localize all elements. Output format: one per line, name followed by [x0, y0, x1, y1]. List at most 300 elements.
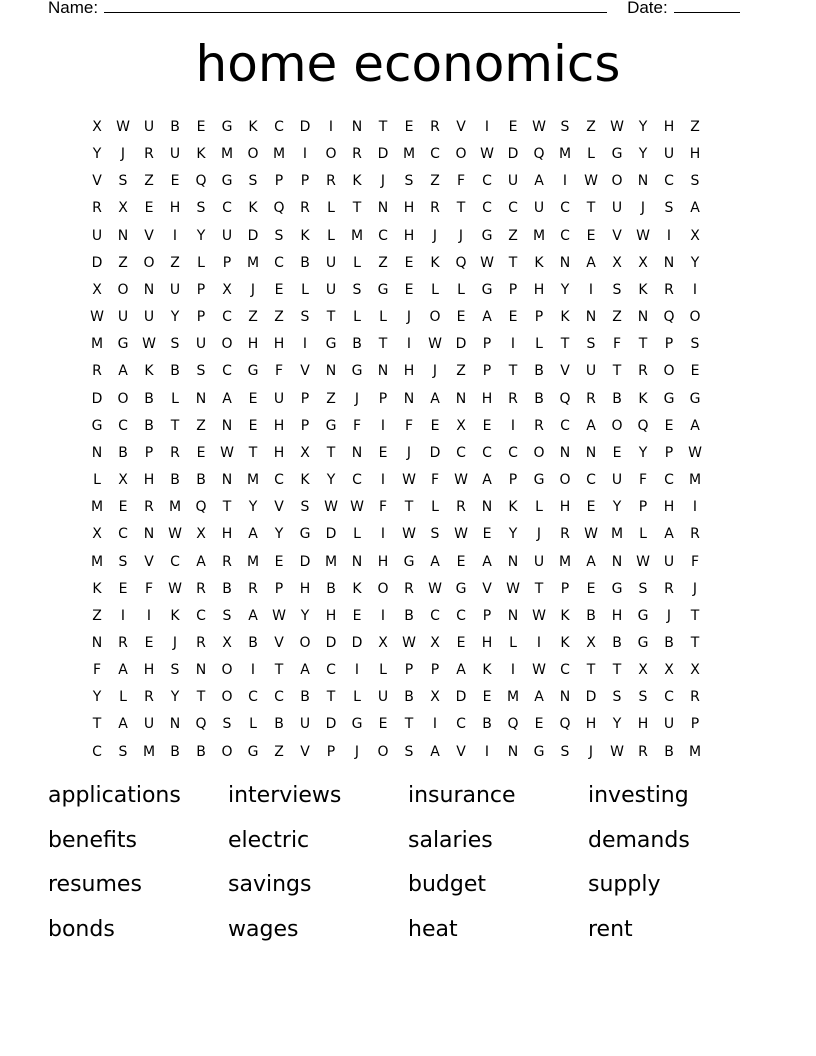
grid-letter: L	[327, 200, 335, 217]
grid-letter: X	[378, 634, 388, 651]
grid-letter: C	[586, 472, 596, 489]
grid-letter: H	[663, 499, 675, 516]
grid-letter: G	[221, 173, 233, 190]
grid-letter: F	[456, 173, 466, 190]
grid-letter: L	[509, 634, 517, 651]
grid-letter: J	[588, 743, 594, 760]
grid-letter: X	[430, 689, 440, 706]
name-blank-line[interactable]	[104, 0, 607, 13]
grid-letter: L	[327, 227, 335, 244]
grid-letter: S	[196, 363, 206, 380]
grid-letter: E	[170, 173, 180, 190]
grid-letter: T	[404, 716, 414, 733]
grid-letter: U	[611, 200, 623, 217]
grid-letter: G	[325, 417, 337, 434]
grid-letter: C	[560, 417, 570, 434]
grid-letter: X	[638, 254, 648, 271]
grid-letter: T	[196, 689, 206, 706]
grid-letter: A	[482, 472, 492, 489]
grid-letter: Q	[195, 173, 207, 190]
grid-letter: N	[169, 716, 181, 733]
grid-letter: S	[690, 173, 700, 190]
word-bank-item: supply	[588, 872, 661, 897]
grid-letter: S	[118, 553, 128, 570]
grid-letter: H	[481, 390, 493, 407]
grid-letter: H	[221, 526, 233, 543]
grid-letter: S	[638, 580, 648, 597]
grid-letter: N	[663, 254, 675, 271]
grid-letter: U	[325, 281, 337, 298]
grid-letter: F	[404, 417, 414, 434]
grid-letter: R	[664, 281, 674, 298]
grid-letter: R	[560, 526, 570, 543]
grid-letter: T	[248, 444, 258, 461]
grid-letter: N	[143, 281, 155, 298]
word-bank	[48, 778, 768, 956]
grid-letter: Z	[274, 309, 284, 326]
grid-letter: R	[430, 200, 440, 217]
grid-letter: G	[455, 580, 467, 597]
grid-letter: T	[274, 662, 284, 679]
grid-letter: U	[377, 689, 389, 706]
grid-letter: V	[560, 363, 570, 380]
grid-letter: S	[664, 200, 674, 217]
grid-letter: U	[143, 119, 155, 135]
grid-letter: X	[664, 662, 674, 679]
grid-letter: A	[586, 254, 596, 271]
grid-letter: Y	[92, 689, 102, 706]
grid-letter: E	[586, 499, 596, 516]
grid-letter: L	[249, 716, 257, 733]
grid-letter: P	[404, 662, 414, 679]
grid-letter: C	[482, 444, 492, 461]
grid-letter: C	[326, 662, 336, 679]
grid-letter: P	[378, 390, 388, 407]
grid-letter: N	[507, 607, 519, 624]
grid-letter: N	[351, 444, 363, 461]
grid-letter: W	[610, 119, 624, 135]
grid-letter: A	[482, 309, 492, 326]
grid-letter: R	[638, 363, 648, 380]
grid-letter: P	[196, 281, 206, 298]
grid-letter: J	[432, 363, 438, 380]
grid-letter: S	[560, 743, 570, 760]
grid-letter: I	[380, 417, 386, 434]
grid-letter: F	[378, 499, 388, 516]
grid-letter: M	[272, 146, 286, 163]
grid-letter: X	[222, 634, 232, 651]
grid-letter: G	[533, 472, 545, 489]
grid-letter: O	[221, 689, 233, 706]
grid-letter: V	[456, 119, 466, 135]
grid-letter: U	[169, 146, 181, 163]
grid-letter: P	[664, 444, 674, 461]
grid-letter: N	[221, 472, 233, 489]
grid-letter: E	[404, 119, 414, 135]
grid-letter: A	[586, 553, 596, 570]
grid-letter: P	[534, 309, 544, 326]
grid-letter: B	[222, 580, 232, 597]
grid-letter: E	[378, 716, 388, 733]
grid-letter: K	[196, 146, 206, 163]
grid-letter: C	[560, 662, 570, 679]
grid-letter: Q	[455, 254, 467, 271]
grid-letter: H	[403, 363, 415, 380]
grid-letter: W	[272, 607, 286, 624]
grid-letter: O	[533, 444, 545, 461]
grid-letter: X	[430, 634, 440, 651]
grid-letter: W	[480, 146, 494, 163]
grid-letter: J	[458, 227, 464, 244]
grid-letter: E	[118, 580, 128, 597]
grid-letter: I	[432, 716, 438, 733]
grid-letter: B	[326, 580, 336, 597]
grid-letter: Q	[273, 200, 285, 217]
grid-letter: T	[222, 499, 232, 516]
grid-letter: A	[118, 716, 128, 733]
grid-letter: C	[118, 526, 128, 543]
grid-letter: U	[91, 227, 103, 244]
grid-letter: O	[143, 254, 155, 271]
grid-letter: K	[248, 119, 258, 135]
grid-letter: N	[637, 309, 649, 326]
grid-letter: U	[299, 716, 311, 733]
grid-letter: J	[354, 390, 360, 407]
grid-letter: O	[377, 743, 389, 760]
grid-letter: R	[456, 499, 466, 516]
grid-letter: X	[586, 634, 596, 651]
grid-letter: Z	[430, 173, 440, 190]
grid-letter: A	[248, 607, 258, 624]
grid-letter: H	[585, 716, 597, 733]
grid-letter: P	[482, 336, 492, 353]
grid-letter: U	[195, 336, 207, 353]
grid-letter: Q	[559, 716, 571, 733]
date-blank-line[interactable]	[674, 0, 740, 13]
grid-letter: N	[195, 390, 207, 407]
grid-letter: G	[351, 363, 363, 380]
grid-letter: H	[559, 499, 571, 516]
grid-letter: F	[352, 417, 362, 434]
grid-letter: C	[430, 607, 440, 624]
grid-letter: T	[612, 662, 622, 679]
grid-letter: G	[325, 336, 337, 353]
grid-letter: J	[536, 526, 542, 543]
grid-letter: Y	[170, 309, 180, 326]
grid-letter: L	[379, 309, 387, 326]
grid-letter: L	[431, 281, 439, 298]
grid-letter: H	[481, 634, 493, 651]
grid-letter: P	[326, 743, 336, 760]
grid-letter: N	[637, 173, 649, 190]
grid-letter: C	[456, 716, 466, 733]
grid-letter: F	[638, 472, 648, 489]
grid-letter: G	[247, 363, 259, 380]
grid-letter: P	[508, 281, 518, 298]
grid-letter: V	[456, 743, 466, 760]
grid-letter: G	[611, 146, 623, 163]
grid-letter: O	[299, 634, 311, 651]
grid-letter: Z	[612, 309, 622, 326]
grid-letter: Y	[612, 499, 622, 516]
grid-letter: V	[482, 580, 492, 597]
grid-letter: O	[559, 472, 571, 489]
grid-letter: X	[300, 444, 310, 461]
grid-letter: X	[92, 119, 102, 135]
grid-letter: M	[90, 499, 104, 516]
grid-letter: R	[326, 173, 336, 190]
grid-letter: R	[690, 689, 700, 706]
grid-letter: E	[144, 634, 154, 651]
grid-letter: O	[221, 662, 233, 679]
grid-letter: D	[91, 390, 103, 407]
grid-letter: O	[117, 390, 129, 407]
grid-letter: M	[246, 553, 260, 570]
grid-letter: Q	[507, 716, 519, 733]
grid-letter: E	[196, 119, 206, 135]
grid-letter: W	[454, 472, 468, 489]
grid-letter: D	[351, 634, 363, 651]
grid-letter: Y	[274, 526, 284, 543]
grid-letter: R	[144, 146, 154, 163]
grid-letter: T	[586, 662, 596, 679]
grid-letter: H	[663, 119, 675, 135]
grid-letter: M	[402, 146, 416, 163]
grid-letter: B	[586, 607, 596, 624]
grid-letter: K	[248, 200, 258, 217]
grid-letter: L	[353, 254, 361, 271]
grid-letter: N	[351, 119, 363, 135]
grid-letter: E	[586, 580, 596, 597]
grid-letter: H	[689, 146, 701, 163]
grid-letter: X	[92, 526, 102, 543]
grid-letter: E	[482, 417, 492, 434]
grid-letter: A	[248, 526, 258, 543]
grid-letter: G	[533, 743, 545, 760]
grid-letter: B	[144, 417, 154, 434]
grid-letter: W	[428, 580, 442, 597]
grid-letter: F	[612, 336, 622, 353]
grid-letter: C	[456, 607, 466, 624]
grid-letter: S	[352, 281, 362, 298]
word-bank-item: demands	[588, 827, 690, 853]
grid-letter: L	[301, 281, 309, 298]
grid-letter: Y	[560, 281, 570, 298]
grid-letter: B	[534, 363, 544, 380]
grid-letter: C	[170, 553, 180, 570]
grid-letter: T	[352, 200, 362, 217]
grid-letter: P	[222, 254, 232, 271]
grid-letter: E	[482, 689, 492, 706]
grid-letter: M	[350, 227, 364, 244]
grid-letter: R	[508, 390, 518, 407]
grid-letter: N	[611, 553, 623, 570]
grid-letter: B	[664, 743, 674, 760]
grid-letter: B	[404, 689, 414, 706]
grid-letter: U	[663, 716, 675, 733]
grid-letter: N	[91, 634, 103, 651]
grid-letter: Y	[326, 472, 336, 489]
grid-letter: H	[169, 200, 181, 217]
grid-letter: N	[377, 363, 389, 380]
grid-letter: C	[222, 309, 232, 326]
grid-letter: S	[638, 689, 648, 706]
grid-letter: N	[117, 227, 129, 244]
grid-letter: N	[221, 417, 233, 434]
grid-letter: V	[92, 173, 102, 190]
grid-letter: T	[638, 336, 648, 353]
grid-letter: S	[404, 173, 414, 190]
grid-letter: I	[380, 607, 386, 624]
grid-letter: M	[532, 227, 546, 244]
grid-letter: D	[377, 146, 389, 163]
grid-letter: N	[143, 526, 155, 543]
grid-letter: V	[144, 227, 154, 244]
grid-letter: N	[507, 553, 519, 570]
grid-letter: R	[534, 417, 544, 434]
grid-letter: N	[559, 689, 571, 706]
grid-letter: N	[559, 444, 571, 461]
grid-letter: V	[300, 363, 310, 380]
word-bank-item: insurance	[408, 783, 516, 808]
grid-letter: U	[143, 309, 155, 326]
grid-letter: T	[508, 254, 518, 271]
grid-letter: E	[118, 499, 128, 516]
grid-letter: T	[508, 363, 518, 380]
grid-letter: K	[560, 607, 570, 624]
grid-letter: Z	[690, 119, 700, 135]
grid-letter: P	[560, 580, 570, 597]
grid-letter: C	[482, 173, 492, 190]
grid-letter: B	[170, 472, 180, 489]
grid-letter: H	[325, 607, 337, 624]
grid-letter: R	[404, 580, 414, 597]
grid-letter: C	[664, 689, 674, 706]
grid-letter: W	[610, 743, 624, 760]
grid-letter: B	[274, 716, 284, 733]
grid-letter: H	[273, 444, 285, 461]
grid-letter: O	[455, 146, 467, 163]
grid-letter: A	[430, 743, 440, 760]
grid-letter: Z	[274, 743, 284, 760]
grid-letter: N	[351, 553, 363, 570]
grid-letter: S	[404, 743, 414, 760]
grid-letter: O	[689, 309, 701, 326]
grid-letter: I	[484, 743, 490, 760]
grid-letter: G	[637, 607, 649, 624]
grid-letter: M	[506, 689, 520, 706]
grid-letter: E	[586, 227, 596, 244]
grid-letter: U	[221, 227, 233, 244]
grid-letter: X	[118, 472, 128, 489]
grid-letter: J	[250, 281, 256, 298]
grid-letter: W	[688, 444, 702, 461]
grid-letter: T	[612, 363, 622, 380]
grid-letter: Y	[248, 499, 258, 516]
grid-letter: G	[481, 227, 493, 244]
grid-letter: C	[482, 200, 492, 217]
grid-letter: S	[196, 200, 206, 217]
grid-letter: O	[325, 146, 337, 163]
grid-letter: Z	[456, 363, 466, 380]
grid-letter: O	[663, 363, 675, 380]
grid-letter: H	[143, 472, 155, 489]
grid-letter: D	[247, 227, 259, 244]
grid-letter: A	[430, 390, 440, 407]
grid-letter: X	[118, 200, 128, 217]
grid-letter: N	[481, 499, 493, 516]
grid-letter: E	[352, 607, 362, 624]
grid-letter: A	[534, 173, 544, 190]
grid-letter: G	[481, 281, 493, 298]
grid-letter: Z	[378, 254, 388, 271]
grid-letter: P	[482, 363, 492, 380]
grid-letter: B	[352, 336, 362, 353]
grid-letter: U	[325, 254, 337, 271]
grid-letter: C	[456, 444, 466, 461]
grid-letter: J	[354, 743, 360, 760]
grid-letter: W	[636, 227, 650, 244]
grid-letter: N	[585, 444, 597, 461]
grid-letter: Q	[195, 716, 207, 733]
grid-letter: X	[456, 417, 466, 434]
grid-letter: W	[636, 553, 650, 570]
grid-letter: C	[560, 227, 570, 244]
grid-letter: E	[508, 119, 518, 135]
grid-letter: B	[482, 716, 492, 733]
grid-letter: O	[117, 281, 129, 298]
grid-letter: V	[300, 743, 310, 760]
grid-letter: C	[274, 254, 284, 271]
grid-letter: X	[690, 227, 700, 244]
grid-letter: A	[664, 526, 674, 543]
grid-letter: R	[222, 553, 232, 570]
grid-letter: D	[325, 526, 337, 543]
grid-letter: M	[220, 146, 234, 163]
grid-letter: W	[90, 309, 104, 326]
grid-letter: Y	[612, 716, 622, 733]
grid-letter: V	[274, 499, 284, 516]
grid-letter: F	[274, 363, 284, 380]
grid-letter: J	[640, 200, 646, 217]
grid-letter: T	[378, 336, 388, 353]
grid-letter: W	[402, 526, 416, 543]
grid-letter: S	[300, 309, 310, 326]
grid-letter: P	[274, 173, 284, 190]
grid-letter: U	[143, 716, 155, 733]
grid-letter: C	[664, 173, 674, 190]
grid-letter: K	[430, 254, 440, 271]
grid-letter: I	[692, 499, 698, 516]
grid-letter: U	[663, 553, 675, 570]
grid-letter: X	[638, 662, 648, 679]
grid-letter: W	[584, 173, 598, 190]
grid-letter: Z	[196, 417, 206, 434]
grid-letter: S	[300, 499, 310, 516]
grid-letter: V	[612, 227, 622, 244]
grid-letter: T	[690, 634, 700, 651]
grid-letter: O	[221, 336, 233, 353]
grid-letter: R	[690, 526, 700, 543]
word-bank-item: resumes	[48, 872, 142, 897]
grid-letter: B	[170, 363, 180, 380]
grid-letter: M	[246, 472, 260, 489]
word-bank-item: wages	[228, 916, 299, 942]
grid-letter: K	[560, 309, 570, 326]
grid-letter: B	[300, 254, 310, 271]
grid-letter: S	[586, 336, 596, 353]
grid-letter: B	[170, 743, 180, 760]
